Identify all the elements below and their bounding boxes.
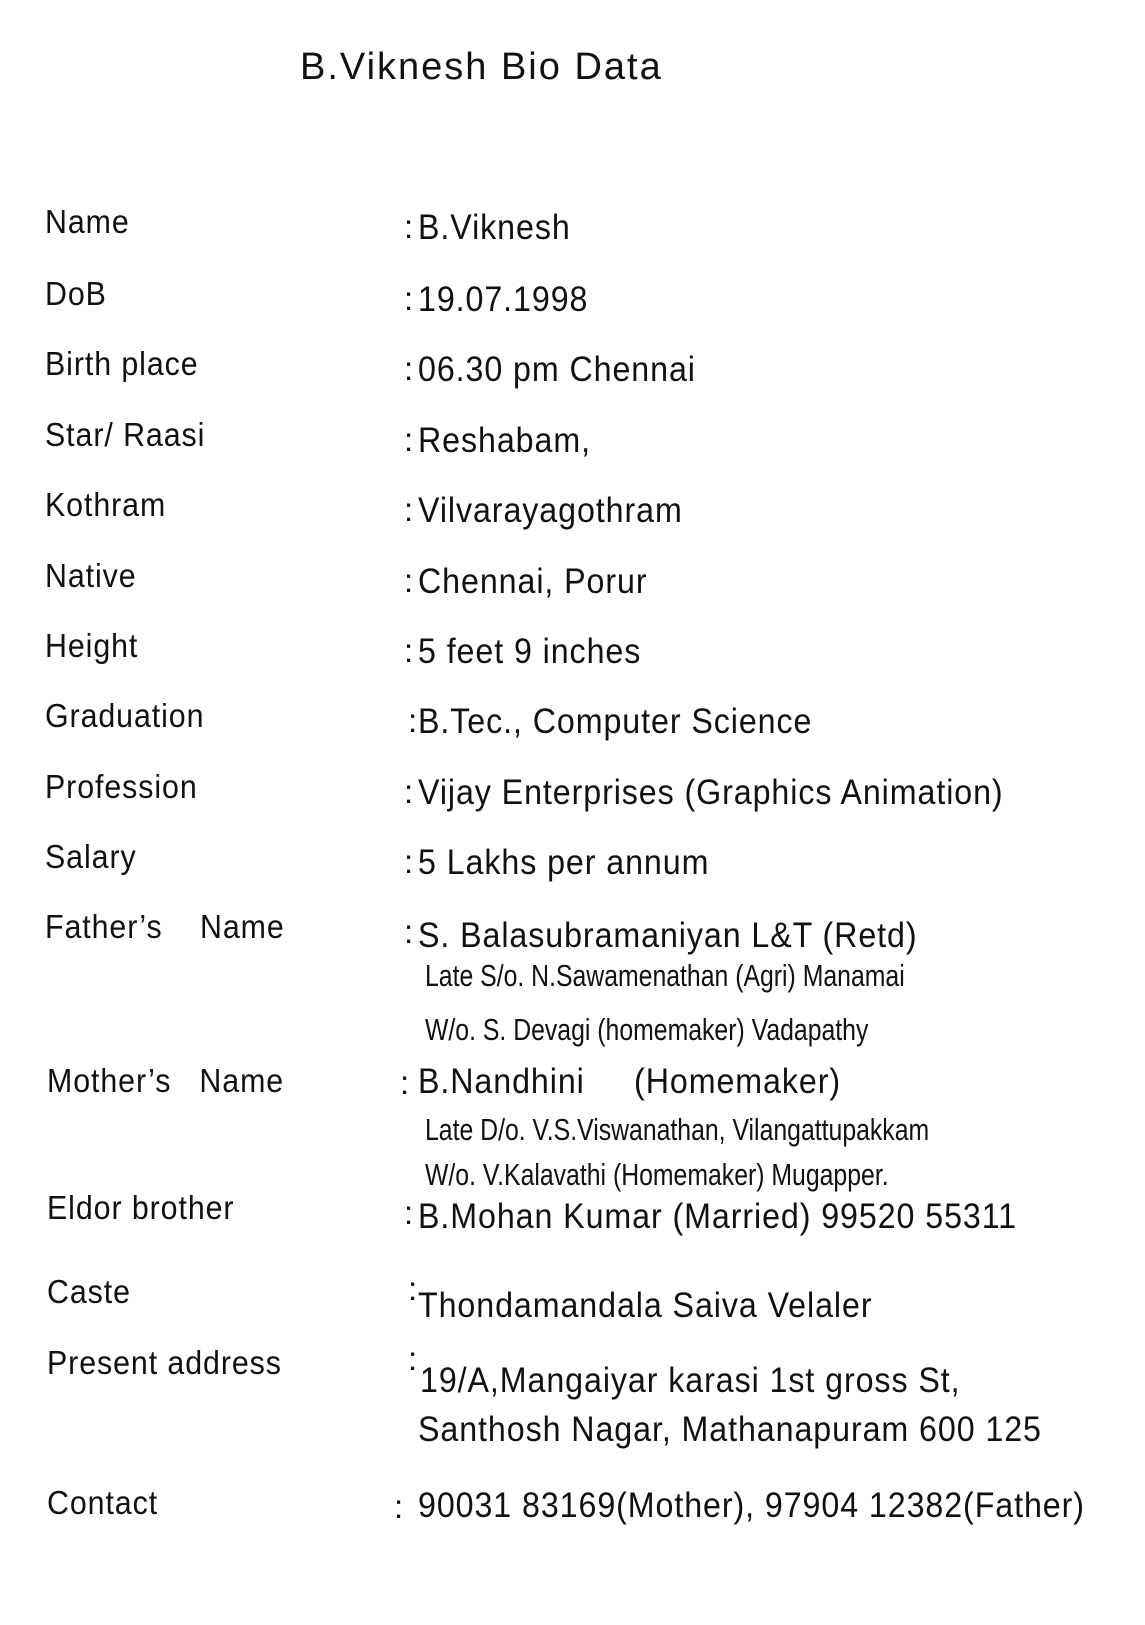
page-title: B.Viknesh Bio Data — [300, 46, 663, 88]
separator: : — [408, 1340, 418, 1377]
separator: : — [400, 1064, 410, 1101]
label-kothram: Kothram — [45, 486, 167, 523]
fathers-detail: W/o. S. Devagi (homemaker) Vadapathy — [425, 1012, 869, 1047]
label-height: Height — [45, 627, 139, 664]
separator: : — [404, 632, 414, 669]
label-salary: Salary — [45, 838, 137, 875]
label-star-raasi: Star/ Raasi — [45, 416, 206, 453]
separator: : — [404, 562, 414, 599]
separator: : — [404, 843, 414, 880]
value-star-raasi: Reshabam, — [418, 421, 591, 460]
label-mothers-name: Mother’s Name — [47, 1062, 285, 1099]
separator: : — [404, 1194, 414, 1231]
separator: : — [404, 421, 414, 458]
fathers-detail: Late S/o. N.Sawamenathan (Agri) Manamai — [425, 958, 905, 993]
value-birth-place: 06.30 pm Chennai — [418, 350, 696, 389]
separator: : — [404, 350, 414, 387]
separator: : — [404, 208, 414, 245]
separator: : — [408, 1270, 418, 1307]
label-fathers-name: Father’s Name — [45, 908, 285, 945]
label-contact: Contact — [47, 1484, 159, 1521]
value-present-address-line2: Santhosh Nagar, Mathanapuram 600 125 — [418, 1410, 1042, 1449]
separator: : — [394, 1488, 404, 1525]
separator: : — [404, 491, 414, 528]
label-caste: Caste — [47, 1273, 131, 1310]
value-native: Chennai, Porur — [418, 562, 648, 601]
separator: : — [404, 280, 414, 317]
value-caste: Thondamandala Saiva Velaler — [418, 1286, 873, 1325]
value-height: 5 feet 9 inches — [418, 632, 642, 671]
value-profession: Vijay Enterprises (Graphics Animation) — [418, 773, 1004, 812]
value-graduation: B.Tec., Computer Science — [418, 702, 813, 741]
label-birth-place: Birth place — [45, 345, 199, 382]
separator: : — [404, 913, 414, 950]
separator: : — [408, 702, 418, 739]
value-dob: 19.07.1998 — [418, 280, 589, 319]
value-fathers-name: S. Balasubramaniyan L&T (Retd) — [418, 916, 918, 955]
label-dob: DoB — [45, 275, 107, 312]
separator: : — [404, 773, 414, 810]
label-name: Name — [45, 203, 130, 240]
label-present-address: Present address — [47, 1344, 282, 1381]
label-graduation: Graduation — [45, 697, 205, 734]
value-name: B.Viknesh — [418, 208, 571, 247]
value-salary: 5 Lakhs per annum — [418, 843, 710, 882]
mothers-detail: Late D/o. V.S.Viswanathan, Vilangattupakkam — [425, 1112, 930, 1147]
value-kothram: Vilvarayagothram — [418, 491, 683, 530]
label-profession: Profession — [45, 768, 198, 805]
value-contact: 90031 83169(Mother), 97904 12382(Father) — [418, 1486, 1085, 1525]
value-mothers-name: B.Nandhini (Homemaker) — [418, 1062, 841, 1101]
mothers-detail: W/o. V.Kalavathi (Homemaker) Mugapper. — [425, 1157, 889, 1192]
value-present-address: 19/A,Mangaiyar karasi 1st gross St, — [420, 1361, 961, 1400]
label-elder-brother: Eldor brother — [47, 1189, 235, 1226]
value-elder-brother: B.Mohan Kumar (Married) 99520 55311 — [418, 1197, 1017, 1236]
label-native: Native — [45, 557, 137, 594]
